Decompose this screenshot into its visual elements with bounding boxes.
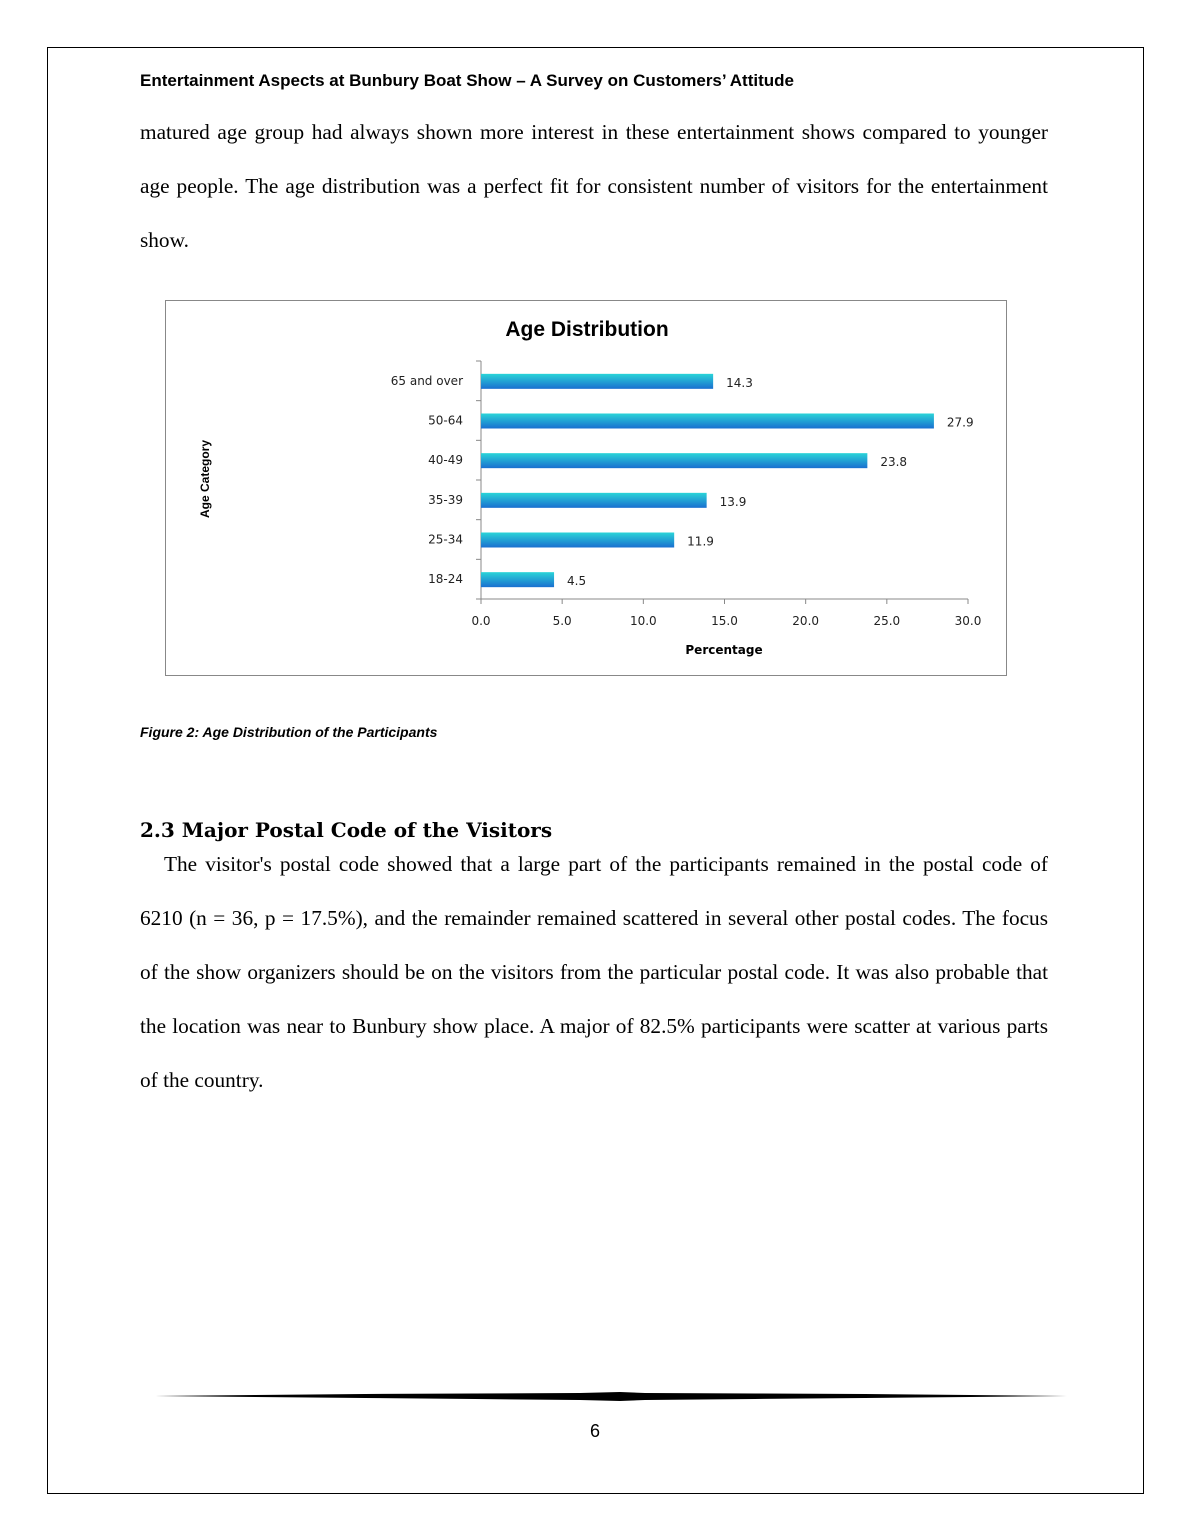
data-label: 27.9 <box>946 415 974 430</box>
category-label: 40-49 <box>428 453 463 468</box>
figure-caption: Figure 2: Age Distribution of the Participants <box>140 724 438 740</box>
running-header: Entertainment Aspects at Bunbury Boat Show – A Survey on Customers’ Attitude <box>140 71 794 90</box>
data-label: 14.3 <box>726 375 753 390</box>
category-label: 18-24 <box>428 572 463 587</box>
data-label: 23.8 <box>880 455 908 470</box>
data-label: 4.5 <box>567 574 587 589</box>
footer-divider <box>155 1390 1067 1402</box>
x-tick-label: 15.0 <box>711 614 738 628</box>
bar-18-24 <box>481 572 554 587</box>
body-paragraph: The visitor's postal code showed that a large part of the participants remained in the postal code of 6210 (n = 36, p = 17.5%), and the remainder remained scattered in several other postal codes. The focus of the show organizers should be on the visitors from the particular postal code. It was also probable that the location was near to Bunbury show place. A major of 82.5% participants were scatter at various parts of the country. <box>140 852 1048 1092</box>
x-tick-label: 25.0 <box>873 614 901 628</box>
x-tick-label: 10.0 <box>629 614 657 628</box>
chart-svg <box>166 301 1006 675</box>
bar-40-49 <box>481 453 867 468</box>
chart-title: Age Distribution <box>505 318 669 341</box>
x-tick-label: 30.0 <box>954 614 982 628</box>
bar-35-39 <box>481 493 707 508</box>
category-label: 35-39 <box>428 492 463 507</box>
page-number: 6 <box>589 1421 600 1441</box>
body-paragraph: matured age group had always shown more interest in these entertainment shows compared to younger age people. The age distribution was a perfect fit for consistent number of visitors for the entertainment show. <box>140 120 1048 252</box>
bar-65-and-over <box>481 374 713 389</box>
data-label: 13.9 <box>719 494 747 509</box>
x-tick-label: 20.0 <box>792 614 820 628</box>
y-axis-label: Age Category <box>198 439 212 519</box>
data-label: 11.9 <box>687 534 714 549</box>
category-label: 25-34 <box>428 532 463 547</box>
section-heading: 2.3 Major Postal Code of the Visitors <box>140 818 553 842</box>
bar-50-64 <box>481 414 934 429</box>
x-tick-label: 0.0 <box>471 614 491 628</box>
category-label: 65 and over <box>390 373 463 388</box>
x-tick-label: 5.0 <box>552 614 572 628</box>
x-axis-label: Percentage <box>685 643 763 657</box>
age-distribution-chart <box>165 300 1007 676</box>
bar-25-34 <box>481 533 674 548</box>
category-label: 50-64 <box>428 413 463 428</box>
